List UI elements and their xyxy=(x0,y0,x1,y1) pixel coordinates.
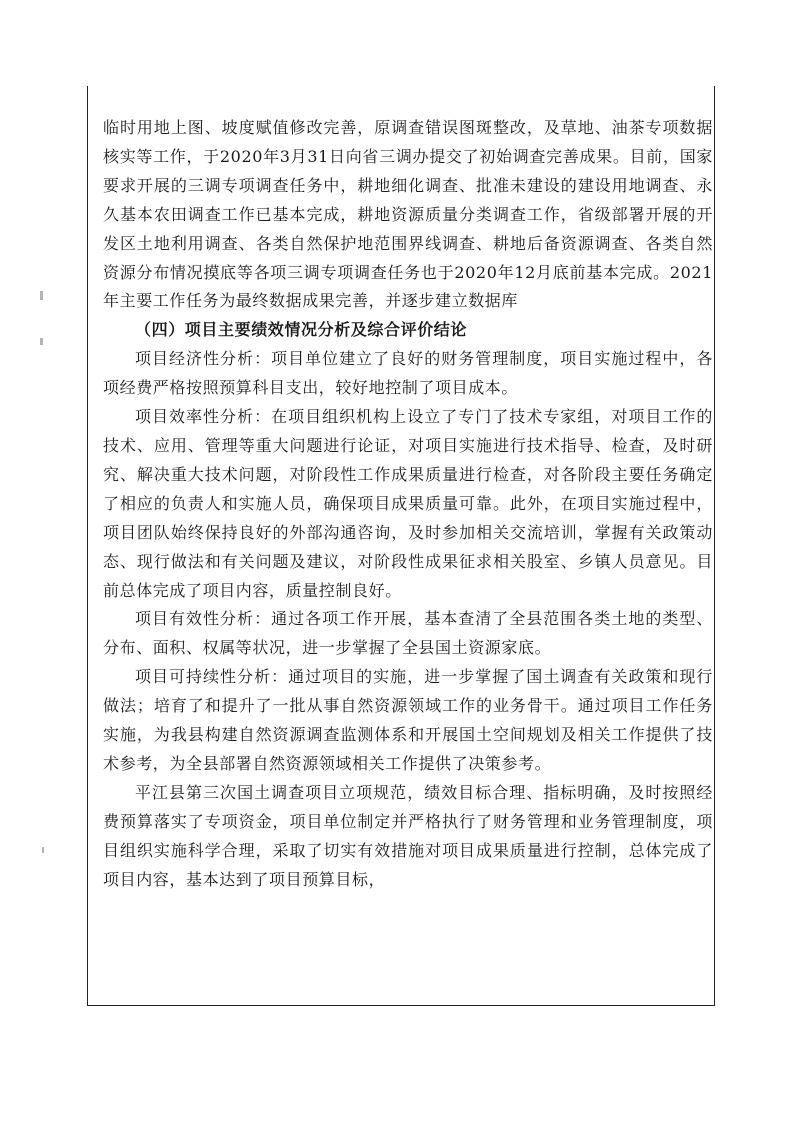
paragraph-sustainability-analysis: 项目可持续性分析：通过项目的实施，进一步掌握了国土调查有关政策和现行做法；培育了和提升了一批从事自然资源领域工作的业务骨干。通过项目工作任务实施，为我县构建自然资源调查监测体系和开展国土空间规划及相关工作提供了技术参考，为全县部署自然资源领域相关工作提供了决策参考。 xyxy=(103,667,713,773)
paragraph-conclusion: 平江县第三次国土调查项目立项规范，绩效目标合理、指标明确，及时按照经费预算落实了专项资金，项目单位制定并严格执行了财务管理和业务管理制度，项目组织实施科学合理，采取了切实有效措施对项目成果质量进行控制，总体完成了项目内容，基本达到了项目预算目标， xyxy=(103,782,713,889)
document-body xyxy=(103,114,713,894)
binding-mark xyxy=(40,291,43,300)
paragraph-economy-analysis: 项目经济性分析：项目单位建立了良好的财务管理制度，项目实施过程中，各项经费严格按照预算科目支出，较好地控制了项目成本。 xyxy=(103,349,713,398)
binding-mark xyxy=(42,847,44,853)
binding-mark xyxy=(40,338,43,345)
paragraph-continuation: 临时用地上图、坡度赋值修改完善，原调查错误图斑整改，及草地、油茶专项数据核实等工作，于2020年3月31日向省三调办提交了初始调查完善成果。目前，国家要求开展的三调专项调查任务中，耕地细化调查、批准未建设的建设用地调查、永久基本农田调查工作已基本完成，耕地资源质量分类调查工作，省级部署开展的开发区土地利用调查、各类自然保护地范围界线调查、耕地后备资源调查、各类自然资源分布情况摸底等各项三调专项调查任务也于2020年12月底前基本完成。2021年主要工作任务为最终数据成果完善，并逐步建立数据库 xyxy=(103,118,713,311)
paragraph-efficiency-analysis: 项目效率性分析：在项目组织机构上设立了专门了技术专家组，对项目工作的技术、应用、管理等重大问题进行论证，对项目实施进行技术指导、检查，及时研究、解决重大技术问题，对阶段性工作成果质量进行检查，对各阶段主要任务确定了相应的负责人和实施人员，确保项目成果质量可靠。此外，在项目实施过程中，项目团队始终保持良好的外部沟通咨询，及时参加相关交流培训，掌握有关政策动态、现行做法和有关问题及建议，对阶段性成果征求相关股室、乡镇人员意见。目前总体完成了项目内容，质量控制良好。 xyxy=(103,407,713,600)
paragraph-effectiveness-analysis: 项目有效性分析：通过各项工作开展，基本查清了全县范围各类土地的类型、分布、面积、权属等状况，进一步掌握了全县国土资源家底。 xyxy=(103,609,713,658)
section-heading: （四）项目主要绩效情况分析及综合评价结论 xyxy=(135,320,468,340)
